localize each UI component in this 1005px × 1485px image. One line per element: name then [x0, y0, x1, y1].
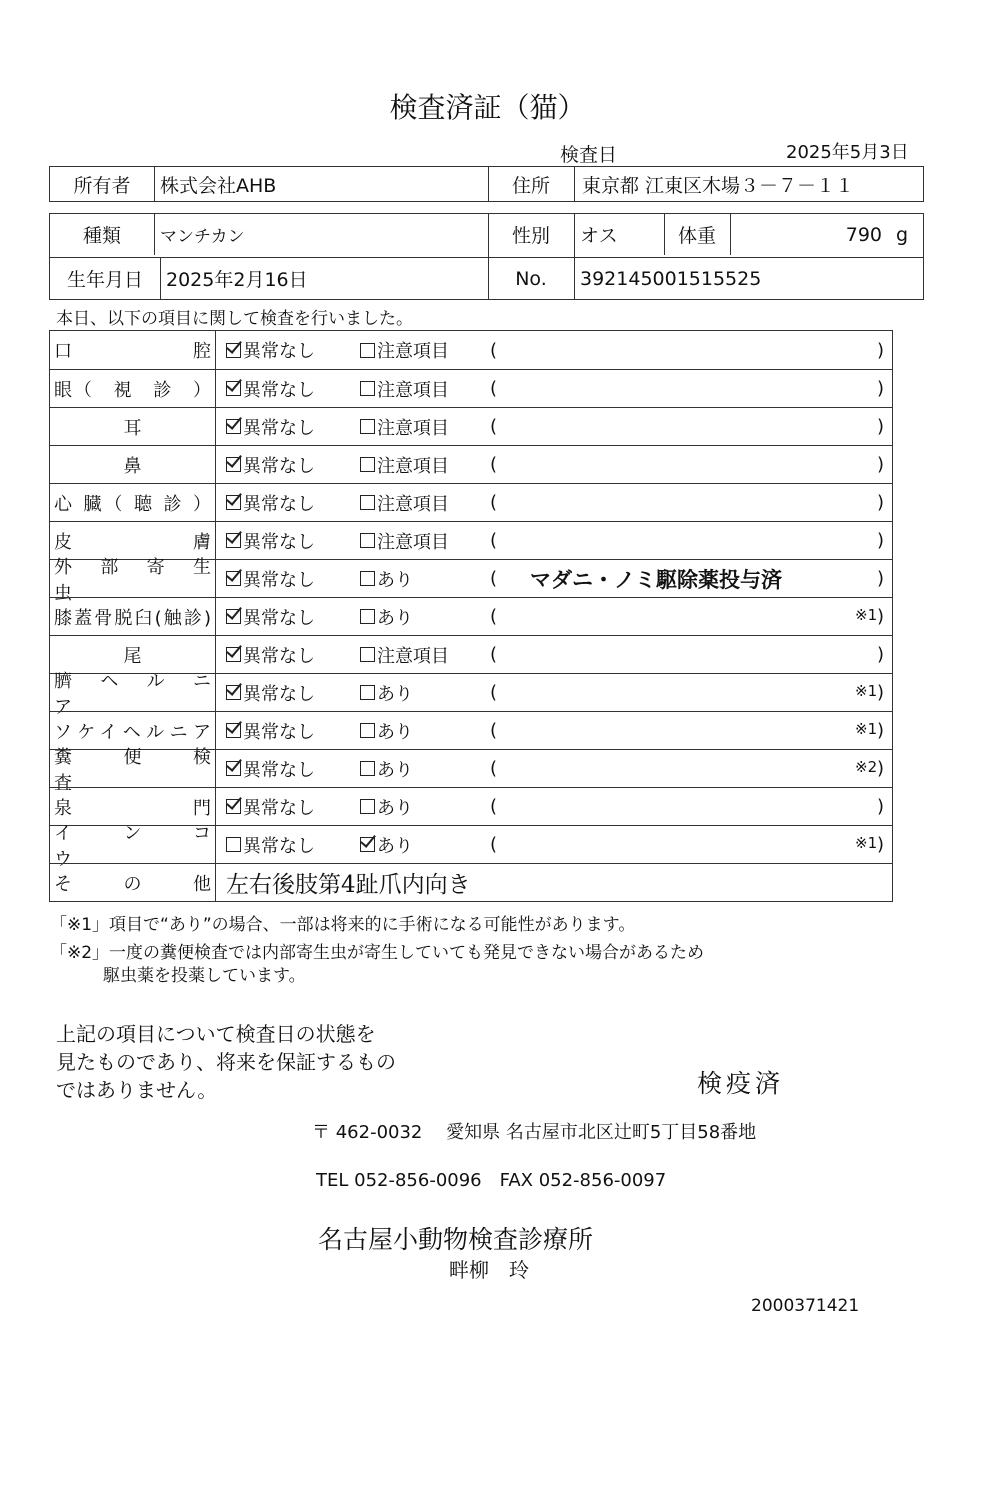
normal-option[interactable] [226, 484, 315, 521]
normal-checkbox[interactable] [226, 419, 241, 434]
normal-option[interactable] [226, 788, 315, 825]
owner-label: 所有者 [73, 174, 131, 197]
exam-item-label [50, 746, 247, 794]
note-close-paren: ) [876, 606, 884, 627]
veterinarian-name: 畔柳 玲 [449, 1258, 529, 1282]
exam-row [50, 483, 892, 521]
disclaimer-line-2: 見たものであり、将来を保証するもの [56, 1050, 396, 1074]
finding-checkbox[interactable] [360, 799, 375, 814]
finding-checkbox[interactable] [360, 571, 375, 586]
note-open-paren: ( [490, 682, 498, 703]
normal-option-label: 異常なし [243, 683, 315, 705]
exam-item-label-text: 心 臓（ 聴 診 ） [54, 493, 211, 515]
finding-option-label: 注意項目 [377, 379, 449, 401]
normal-checkbox[interactable] [226, 609, 241, 624]
note-open-paren: ( [490, 530, 498, 551]
normal-option-label: 異常なし [243, 455, 315, 477]
address-value: 東京都 江東区木場３－７－１１ [582, 174, 855, 197]
exam-row [50, 407, 892, 445]
normal-option[interactable] [226, 408, 315, 445]
finding-option-label: 注意項目 [377, 417, 449, 439]
finding-option[interactable] [360, 560, 413, 597]
normal-option[interactable] [226, 560, 315, 597]
exam-row [50, 746, 892, 794]
note-close-paren: ) [876, 530, 884, 551]
footnote-2-line2: 駆虫薬を投薬しています。 [103, 966, 306, 986]
note-open-paren: ( [490, 378, 498, 399]
note-open-paren: ( [490, 339, 498, 361]
note-open-paren: ( [490, 492, 498, 513]
exam-item-label [50, 670, 229, 718]
exam-row [50, 822, 892, 870]
exam-note: マダニ・ノミ駆除薬投与済 [530, 567, 782, 592]
finding-checkbox[interactable] [360, 609, 375, 624]
exam-table [49, 330, 893, 902]
normal-option[interactable] [226, 712, 315, 749]
finding-option-label: 注意項目 [377, 645, 449, 667]
note-close-paren: ) [876, 758, 884, 779]
finding-option-label: あり [377, 835, 413, 857]
finding-option-label: あり [377, 607, 413, 629]
note-open-paren: ( [490, 758, 498, 779]
exam-item-label [50, 598, 216, 635]
normal-checkbox[interactable] [226, 799, 241, 814]
note-open-paren: ( [490, 568, 498, 589]
footnote-2-line1: 「※2」一度の糞便検査では内部寄生虫が寄生していても発見できない場合があるため [50, 943, 705, 963]
finding-checkbox[interactable] [360, 343, 375, 358]
exam-item-label-text: 外 部 寄 生 虫 [54, 556, 229, 604]
normal-option[interactable] [226, 636, 315, 673]
exam-item-label-text: 皮 膚 [54, 531, 211, 553]
finding-checkbox[interactable] [360, 685, 375, 700]
finding-option-label: あり [377, 569, 413, 591]
exam-date-label: 検査日 [560, 144, 618, 166]
finding-option[interactable] [360, 484, 449, 521]
finding-option[interactable] [360, 331, 449, 369]
finding-option[interactable] [360, 408, 449, 445]
exam-item-label [50, 822, 247, 870]
exam-item-label [50, 864, 216, 901]
other-note: 左右後肢第4趾爪内向き [226, 872, 471, 898]
normal-option-label: 異常なし [243, 493, 315, 515]
sex-label: 性別 [511, 225, 550, 247]
normal-option[interactable] [226, 674, 315, 711]
finding-option-label: あり [377, 721, 413, 743]
normal-checkbox[interactable] [226, 761, 241, 776]
normal-option[interactable] [226, 598, 315, 635]
no-label: No. [515, 267, 547, 290]
type-label: 種類 [82, 225, 121, 247]
normal-option[interactable] [226, 370, 315, 407]
finding-option[interactable] [360, 826, 413, 863]
exam-item-label [50, 408, 216, 445]
clinic-address: 〒 462-0032 愛知県 名古屋市北区辻町5丁目58番地 [312, 1122, 757, 1143]
exam-row [50, 445, 892, 483]
note-close-paren: ) [876, 378, 884, 399]
finding-option[interactable] [360, 712, 413, 749]
finding-checkbox[interactable] [360, 419, 375, 434]
note-close-paren: ) [876, 644, 884, 665]
exam-item-label [50, 446, 216, 483]
exam-item-label-text: 膝蓋骨脱臼(触診) [54, 607, 211, 629]
finding-option-label: 注意項目 [377, 455, 449, 477]
exam-item-label-text: イ ン コ ウ [54, 822, 247, 870]
note-mark: ※1 [855, 606, 878, 624]
normal-checkbox[interactable] [226, 723, 241, 738]
normal-option-label: 異常なし [243, 645, 315, 667]
exam-item-label-text: 糞 便 検 査 [54, 746, 247, 794]
normal-checkbox[interactable] [226, 647, 241, 662]
note-open-paren: ( [490, 416, 498, 437]
normal-option[interactable] [226, 522, 315, 559]
exam-item-label [50, 370, 216, 407]
finding-checkbox[interactable] [360, 495, 375, 510]
normal-checkbox[interactable] [226, 343, 241, 358]
finding-checkbox[interactable] [360, 723, 375, 738]
owner-address-box [49, 166, 924, 202]
normal-option-label: 異常なし [243, 835, 315, 857]
note-close-paren: ) [876, 682, 884, 703]
normal-option[interactable] [226, 331, 315, 369]
note-open-paren: ( [490, 454, 498, 475]
weight-unit: g [896, 223, 909, 246]
finding-option[interactable] [360, 598, 413, 635]
finding-option[interactable] [360, 522, 449, 559]
normal-option-label: 異常なし [243, 607, 315, 629]
exam-item-label-text: 鼻 [123, 455, 142, 477]
exam-item-label-text: 耳 [123, 417, 142, 439]
finding-checkbox[interactable] [360, 761, 375, 776]
disclaimer-line-3: ではありません。 [56, 1078, 218, 1102]
type-value: マンチカン [160, 227, 245, 247]
normal-checkbox[interactable] [226, 685, 241, 700]
note-open-paren: ( [490, 606, 498, 627]
finding-checkbox[interactable] [360, 647, 375, 662]
normal-option-label: 異常なし [243, 721, 315, 743]
exam-row [50, 369, 892, 407]
finding-option-label: 注意項目 [377, 493, 449, 515]
normal-checkbox[interactable] [226, 381, 241, 396]
finding-option[interactable] [360, 750, 413, 787]
finding-option[interactable] [360, 674, 413, 711]
exam-item-label-text: 泉 門 [54, 797, 211, 819]
note-close-paren: ) [876, 720, 884, 741]
note-close-paren: ) [876, 339, 884, 361]
exam-row [50, 556, 892, 604]
exam-item-label-text: 尾 [123, 645, 142, 667]
finding-checkbox[interactable] [360, 457, 375, 472]
exam-item-label-text: 眼（ 視 診 ） [54, 379, 211, 401]
quarantine-stamp: 検疫済 [697, 1069, 785, 1098]
note-open-paren: ( [490, 644, 498, 665]
note-mark: ※1 [855, 682, 878, 700]
note-close-paren: ) [876, 834, 884, 855]
note-open-paren: ( [490, 720, 498, 741]
note-mark: ※2 [855, 758, 878, 776]
finding-option[interactable] [360, 446, 449, 483]
note-close-paren: ) [876, 454, 884, 475]
finding-option-label: 注意項目 [377, 341, 449, 362]
footnote-1: 「※1」項目で“あり”の場合、一部は将来的に手術になる可能性があります。 [50, 915, 636, 935]
exam-date-value: 2025年5月3日 [786, 142, 909, 163]
document-number: 2000371421 [751, 1296, 860, 1316]
note-open-paren: ( [490, 796, 498, 817]
document-title: 検査済証（猫） [389, 91, 586, 124]
note-close-paren: ) [876, 568, 884, 589]
exam-item-label [50, 556, 229, 604]
finding-checkbox[interactable] [360, 381, 375, 396]
exam-row [50, 331, 892, 369]
normal-option[interactable] [226, 446, 315, 483]
note-mark: ※1 [855, 834, 878, 852]
normal-option[interactable] [226, 826, 315, 863]
normal-option-label: 異常なし [243, 531, 315, 553]
exam-item-label-text: 口 腔 [54, 341, 211, 362]
exam-item-label-text: 臍 ヘ ル ニ ア [54, 670, 229, 718]
note-close-paren: ) [876, 416, 884, 437]
finding-option-label: 注意項目 [377, 531, 449, 553]
normal-option-label: 異常なし [243, 569, 315, 591]
note-close-paren: ) [876, 492, 884, 513]
finding-option[interactable] [360, 636, 449, 673]
normal-option-label: 異常なし [243, 379, 315, 401]
finding-option[interactable] [360, 788, 413, 825]
exam-row [50, 597, 892, 635]
normal-checkbox[interactable] [226, 533, 241, 548]
normal-option-label: 異常なし [243, 797, 315, 819]
exam-item-label [50, 484, 216, 521]
exam-item-label-text: ソケイヘルニア [54, 721, 211, 743]
normal-checkbox[interactable] [226, 837, 241, 852]
normal-option-label: 異常なし [243, 759, 315, 781]
disclaimer-line-1: 上記の項目について検査日の状態を [56, 1022, 376, 1046]
normal-option-label: 異常なし [243, 341, 315, 362]
note-open-paren: ( [490, 834, 498, 855]
finding-option[interactable] [360, 370, 449, 407]
no-value: 392145001515525 [580, 267, 762, 290]
normal-checkbox[interactable] [226, 457, 241, 472]
note-close-paren: ) [876, 796, 884, 817]
exam-row [50, 670, 892, 718]
intro-text: 本日、以下の項目に関して検査を行いました。 [56, 309, 413, 329]
sex-value: オス [580, 225, 618, 247]
finding-checkbox[interactable] [360, 837, 375, 852]
normal-checkbox[interactable] [226, 571, 241, 586]
pet-info-box [49, 213, 924, 300]
normal-option-label: 異常なし [243, 417, 315, 439]
other-label-text: そ の 他 [54, 873, 211, 895]
normal-option[interactable] [226, 750, 315, 787]
exam-row-other [50, 863, 892, 901]
clinic-tel-fax: TEL 052-856-0096 FAX 052-856-0097 [316, 1170, 667, 1191]
exam-item-label [50, 331, 216, 369]
finding-checkbox[interactable] [360, 533, 375, 548]
note-mark: ※1 [855, 720, 878, 738]
birth-label: 生年月日 [66, 269, 143, 291]
weight-value: 790 [845, 223, 882, 246]
finding-option-label: あり [377, 759, 413, 781]
address-label: 住所 [511, 174, 550, 197]
birth-value: 2025年2月16日 [166, 269, 308, 291]
normal-checkbox[interactable] [226, 495, 241, 510]
finding-option-label: あり [377, 797, 413, 819]
finding-option-label: あり [377, 683, 413, 705]
weight-label: 体重 [677, 225, 716, 247]
owner-value: 株式会社AHB [160, 174, 277, 197]
clinic-name: 名古屋小動物検査診療所 [318, 1225, 594, 1254]
